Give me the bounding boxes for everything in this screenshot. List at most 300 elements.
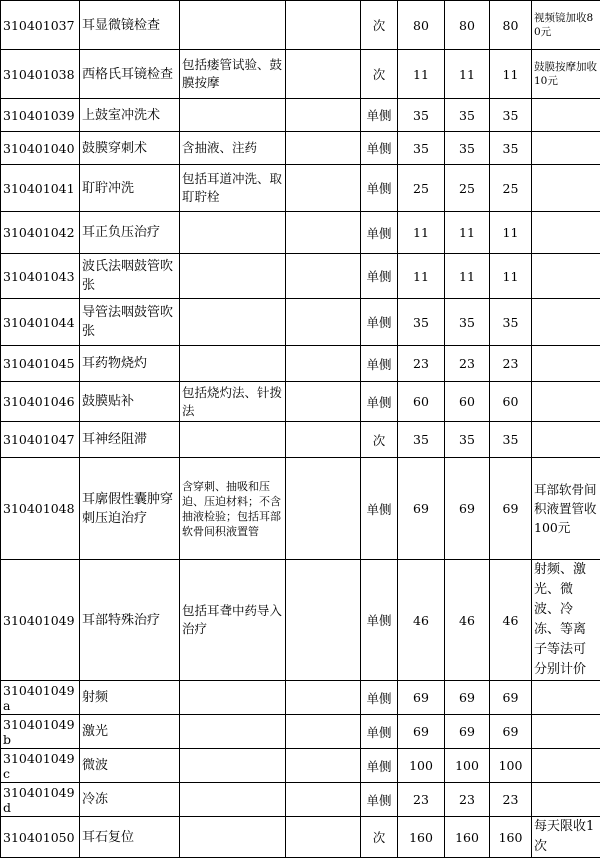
table-row [1,422,600,458]
item-code-cell [1,817,80,858]
item-name-cell [80,422,180,458]
item-content-cell [180,346,286,382]
item-note-cell [532,165,600,212]
price-level-3: 35 [502,107,519,123]
item-unit: 单侧 [366,501,392,517]
empty-cell-cell [286,1,361,50]
item-name-cell [80,783,180,817]
price-level-3-cell [490,299,532,346]
item-note-cell [532,254,600,299]
price-level-1: 80 [413,17,429,33]
price-level-1-cell [398,560,445,681]
item-content-cell [180,681,286,715]
item-content-cell [180,817,286,858]
item-name-cell [80,458,180,560]
price-level-1-cell [398,681,445,715]
price-level-3: 11 [502,268,519,284]
item-content-cell [180,132,286,165]
item-unit-cell [361,783,398,817]
item-code: 310401046 [3,394,75,409]
empty-cell-cell [286,783,361,817]
item-code: 310401049d [3,784,75,815]
price-level-3-cell [490,212,532,254]
price-level-3-cell [490,254,532,299]
price-level-2: 100 [455,758,479,773]
item-unit-cell [361,346,398,382]
item-name: 耳廓假性囊肿穿刺压迫治疗 [82,491,174,526]
item-content-cell [180,165,286,212]
empty-cell-cell [286,422,361,458]
price-level-1-cell [398,299,445,346]
item-unit: 单侧 [366,792,392,808]
item-unit-cell [361,817,398,858]
item-code-cell [1,422,80,458]
item-unit: 单侧 [366,356,392,372]
price-level-3-cell [490,1,532,50]
empty-cell-cell [286,681,361,715]
item-unit: 次 [372,67,386,82]
item-code-cell [1,681,80,715]
price-level-1-cell [398,50,445,99]
item-note-cell [532,560,600,681]
price-level-1: 46 [413,612,429,628]
price-level-2-cell [445,1,490,50]
price-level-3-cell [490,50,532,99]
item-code: 310401041 [3,180,75,196]
item-content-cell [180,299,286,346]
price-level-2-cell [445,346,490,382]
price-level-2-cell [445,132,490,165]
table-row [1,99,600,132]
table-row [1,715,600,749]
price-level-1-cell [398,817,445,858]
item-unit: 单侧 [366,758,392,774]
item-name: 耳石复位 [82,829,135,845]
price-level-3: 69 [502,501,519,516]
item-name-cell [80,382,180,422]
item-code: 310401049 [3,612,75,628]
item-unit-cell [361,99,398,132]
price-level-1: 60 [413,394,429,409]
price-level-1-cell [398,749,445,783]
price-level-2: 80 [459,17,475,33]
price-level-2: 25 [459,180,475,196]
price-level-1-cell [398,422,445,458]
empty-cell-cell [286,715,361,749]
item-code-cell [1,715,80,749]
price-level-1: 11 [413,268,429,284]
item-content: 含抽液、注药 [182,140,258,155]
price-level-2: 23 [459,356,475,371]
item-unit: 单侧 [366,315,392,330]
item-unit-cell [361,254,398,299]
item-name: 射频 [82,690,109,705]
item-code: 310401049b [3,716,75,747]
table-row [1,783,600,817]
table-row [1,1,600,50]
item-content-cell [180,783,286,817]
item-note-cell [532,1,600,50]
empty-cell-cell [286,165,361,212]
price-level-3-cell [490,681,532,715]
item-code-cell [1,1,80,50]
price-level-1-cell [398,132,445,165]
item-code: 310401039 [3,107,75,123]
price-level-1-cell [398,254,445,299]
item-name: 激光 [82,724,109,739]
price-level-2-cell [445,560,490,681]
item-content-cell [180,212,286,254]
item-code: 310401044 [3,314,75,330]
price-level-2: 35 [459,107,475,123]
item-unit: 单侧 [366,613,392,628]
item-content: 包括耳聋中药导入治疗 [182,603,283,636]
item-unit-cell [361,422,398,458]
item-note-cell [532,783,600,817]
item-name: 鼓膜穿刺术 [82,140,148,156]
item-unit-cell [361,1,398,50]
price-level-3-cell [490,560,532,681]
item-content-cell [180,422,286,458]
price-level-3-cell [490,165,532,212]
empty-cell-cell [286,212,361,254]
price-level-2: 35 [459,432,475,447]
price-level-2: 160 [455,829,479,845]
item-unit: 单侧 [366,269,392,284]
price-level-1: 25 [413,180,429,196]
price-level-1-cell [398,783,445,817]
item-note-cell [532,132,600,165]
item-code-cell [1,50,80,99]
price-level-2-cell [445,715,490,749]
empty-cell-cell [286,299,361,346]
item-unit-cell [361,749,398,783]
price-level-3-cell [490,817,532,858]
item-code-cell [1,299,80,346]
price-level-2: 69 [459,724,475,739]
item-unit: 单侧 [366,108,392,123]
item-note-cell [532,458,600,560]
price-level-1-cell [398,715,445,749]
price-level-2: 69 [459,690,475,705]
item-code: 310401049c [3,750,75,781]
price-level-1: 35 [413,314,429,330]
price-level-3: 23 [502,792,519,807]
item-name: 西格氏耳镜检查 [82,66,174,82]
item-code: 310401049a [3,682,75,713]
empty-cell-cell [286,560,361,681]
item-code: 310401047 [3,432,75,447]
item-code: 310401040 [3,140,75,156]
price-level-2: 46 [459,612,475,628]
item-note: 射频、激光、微波、冷冻、等离子等法可分别计价 [534,562,587,677]
price-level-1: 100 [409,758,433,773]
item-content-cell [180,560,286,681]
item-name-cell [80,681,180,715]
item-name: 耵聍冲洗 [82,180,135,196]
item-name: 冷冻 [82,792,109,807]
empty-cell-cell [286,132,361,165]
item-unit: 单侧 [366,394,392,410]
item-unit: 次 [372,432,386,448]
price-level-3: 69 [502,724,519,739]
price-level-3-cell [490,132,532,165]
table-row [1,299,600,346]
item-name-cell [80,212,180,254]
item-code-cell [1,749,80,783]
price-level-3: 35 [502,432,519,447]
table-row [1,560,600,681]
price-level-2-cell [445,458,490,560]
item-name-cell [80,299,180,346]
item-name: 导管法咽鼓管吹张 [82,305,174,339]
table-row [1,382,600,422]
item-code-cell [1,346,80,382]
item-name-cell [80,1,180,50]
item-code-cell [1,212,80,254]
price-level-3: 23 [502,356,519,371]
item-code-cell [1,560,80,681]
item-content-cell [180,715,286,749]
item-note: 视频镜加收80元 [534,12,594,38]
price-level-1: 11 [413,66,429,82]
price-level-1: 23 [413,792,429,807]
item-name-cell [80,254,180,299]
price-level-2: 69 [459,501,475,516]
item-content: 含穿刺、抽吸和压迫、压迫材料；不含抽液检验；包括耳部软骨间积液置管 [182,479,281,538]
item-name-cell [80,132,180,165]
table-row [1,817,600,858]
empty-cell-cell [286,99,361,132]
price-level-2-cell [445,99,490,132]
price-level-2-cell [445,50,490,99]
empty-cell-cell [286,346,361,382]
item-unit: 单侧 [366,141,392,156]
item-name: 耳正负压治疗 [82,225,161,240]
price-level-1: 35 [413,432,429,447]
item-unit-cell [361,382,398,422]
price-level-3: 35 [502,314,519,330]
price-level-2-cell [445,749,490,783]
price-level-2-cell [445,422,490,458]
item-name: 耳药物烧灼 [82,356,148,371]
item-note: 每天限收1次 [534,819,595,854]
item-unit-cell [361,715,398,749]
price-level-3-cell [490,422,532,458]
item-code-cell [1,132,80,165]
item-note-cell [532,422,600,458]
table-row [1,50,600,99]
price-level-1: 35 [413,140,429,156]
price-level-2-cell [445,681,490,715]
empty-cell-cell [286,749,361,783]
item-note-cell [532,99,600,132]
price-level-1: 69 [413,501,429,516]
price-level-3-cell [490,99,532,132]
price-level-1-cell [398,165,445,212]
table-body [1,1,600,858]
table-row [1,165,600,212]
empty-cell-cell [286,254,361,299]
item-note-cell [532,212,600,254]
price-level-3-cell [490,715,532,749]
price-level-2-cell [445,165,490,212]
item-content-cell [180,99,286,132]
price-level-1-cell [398,99,445,132]
item-note-cell [532,346,600,382]
item-content: 包括烧灼法、针拨法 [182,384,283,418]
price-level-3-cell [490,783,532,817]
item-content-cell [180,458,286,560]
item-note-cell [532,382,600,422]
price-level-2-cell [445,382,490,422]
price-level-1: 69 [413,724,429,739]
price-level-2-cell [445,817,490,858]
price-level-1: 160 [409,829,433,845]
price-level-2-cell [445,212,490,254]
price-level-3: 11 [502,225,519,240]
item-content: 包括耳道冲洗、取耵聍栓 [182,171,283,204]
item-code: 310401048 [3,501,75,516]
price-level-3-cell [490,458,532,560]
item-code: 310401050 [3,829,75,845]
item-note-cell [532,715,600,749]
price-level-2-cell [445,254,490,299]
price-level-2: 35 [459,140,475,156]
item-name-cell [80,560,180,681]
price-level-3: 69 [502,690,519,705]
item-unit-cell [361,165,398,212]
price-level-1: 23 [413,356,429,371]
empty-cell-cell [286,382,361,422]
item-code: 310401043 [3,268,75,284]
price-level-3-cell [490,382,532,422]
table-row [1,346,600,382]
item-code: 310401038 [3,66,75,82]
item-content: 包括瘘管试验、鼓膜按摩 [182,57,283,90]
price-level-2: 35 [459,314,475,330]
price-level-3: 160 [498,829,523,845]
item-content-cell [180,382,286,422]
item-note-cell [532,299,600,346]
item-name: 耳神经阻滞 [82,432,148,447]
item-code-cell [1,783,80,817]
item-name: 上鼓室冲洗术 [82,107,161,123]
table-row [1,681,600,715]
price-level-3: 35 [502,140,519,156]
item-unit: 单侧 [366,225,392,241]
price-level-1-cell [398,346,445,382]
item-unit: 单侧 [366,181,392,196]
item-code: 310401045 [3,356,75,371]
item-note-cell [532,50,600,99]
item-code-cell [1,99,80,132]
item-name-cell [80,50,180,99]
table-row [1,132,600,165]
price-level-2: 11 [459,268,475,284]
item-unit: 次 [372,830,386,845]
item-content-cell [180,50,286,99]
item-unit-cell [361,299,398,346]
table-row [1,212,600,254]
price-level-2: 11 [459,225,475,240]
price-level-2-cell [445,783,490,817]
item-name-cell [80,817,180,858]
price-level-3: 25 [502,180,519,196]
item-unit: 单侧 [366,724,392,740]
price-level-1-cell [398,1,445,50]
item-content-cell [180,1,286,50]
empty-cell-cell [286,50,361,99]
price-level-3: 11 [502,66,519,82]
item-content-cell [180,254,286,299]
price-level-2: 23 [459,792,475,807]
item-note-cell [532,749,600,783]
item-unit: 单侧 [366,690,392,706]
price-level-3: 46 [502,612,519,628]
price-level-1: 11 [413,225,429,240]
empty-cell-cell [286,458,361,560]
table-row [1,458,600,560]
item-unit: 次 [372,18,386,33]
item-content-cell [180,749,286,783]
price-level-2-cell [445,299,490,346]
price-level-1: 69 [413,690,429,705]
item-unit-cell [361,50,398,99]
item-name-cell [80,346,180,382]
price-level-1-cell [398,212,445,254]
item-unit-cell [361,212,398,254]
item-name-cell [80,715,180,749]
price-level-1-cell [398,458,445,560]
table-row [1,749,600,783]
item-unit-cell [361,132,398,165]
item-code-cell [1,254,80,299]
price-level-3-cell [490,749,532,783]
price-level-2: 60 [459,394,475,409]
item-unit-cell [361,458,398,560]
price-level-1: 35 [413,107,429,123]
item-code: 310401037 [3,17,75,33]
item-unit-cell [361,560,398,681]
item-code-cell [1,458,80,560]
price-level-3: 100 [498,758,523,773]
empty-cell-cell [286,817,361,858]
table-row [1,254,600,299]
item-unit-cell [361,681,398,715]
item-name-cell [80,99,180,132]
item-note-cell [532,681,600,715]
item-note: 耳部软骨间积液置管收100元 [534,482,597,535]
item-name: 微波 [82,758,109,773]
price-level-3-cell [490,346,532,382]
price-level-3: 60 [502,394,519,409]
item-name: 鼓膜贴补 [82,394,135,409]
item-name: 波氏法咽鼓管吹张 [82,259,174,293]
item-code-cell [1,165,80,212]
item-name-cell [80,749,180,783]
price-level-2: 11 [459,66,475,82]
price-level-1-cell [398,382,445,422]
item-name: 耳部特殊治疗 [82,612,161,628]
item-note-cell [532,817,600,858]
item-name-cell [80,165,180,212]
item-code-cell [1,382,80,422]
item-note: 鼓膜按摩加收10元 [534,61,597,87]
price-level-3: 80 [502,17,519,33]
item-name: 耳显微镜检查 [82,17,161,33]
item-code: 310401042 [3,225,75,240]
